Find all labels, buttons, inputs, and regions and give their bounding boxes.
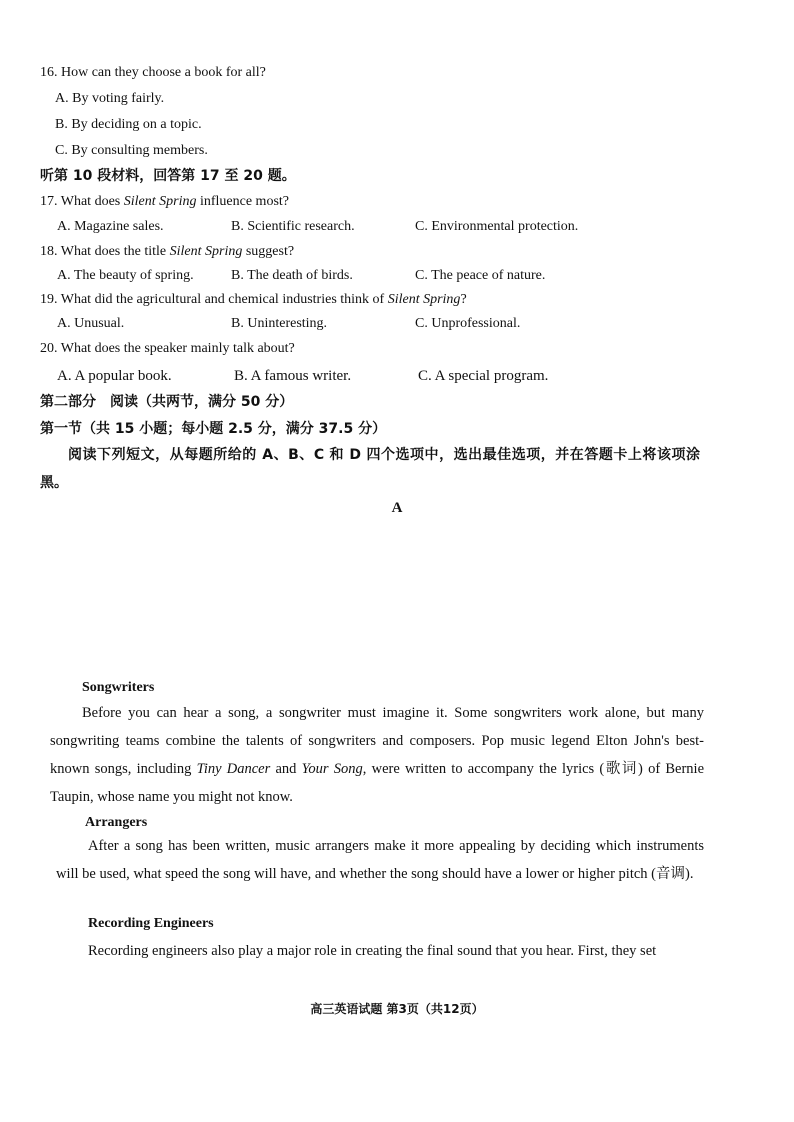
q19-text-pre: 19. What did the agricultural and chemical industries think of (40, 292, 388, 307)
page-footer: 高三英语试题 第3页（共12页） (310, 1002, 484, 1016)
arrangers-paragraph: After a song has been written, music arrangers make it more appealing by deciding which instruments will be used, what speed the song will have, and whether the song should have a lower or higher pitch (音调). (56, 838, 704, 882)
q18-text-post: suggest? (242, 244, 295, 259)
part2-title: 第二部分 阅读（共两节，满分 50 分） (40, 394, 294, 410)
q18-option-c: C. The peace of nature. (415, 268, 546, 283)
songwriters-text-1: Before you can hear a song, a songwriter must imagine it. Some songwriters work alone, but many songwriting teams combine the talents of songwriters and composers. Pop music legend Elton John's best-known songs, including (50, 705, 704, 777)
q18-question (40, 243, 294, 261)
q17-option-a: A. Magazine sales. (57, 219, 164, 234)
songwriters-paragraph (50, 699, 704, 811)
q18-book-title: Silent Spring (169, 244, 243, 259)
q20-options (0, 367, 794, 385)
q16-option-a: A. By voting fairly. (55, 91, 165, 106)
q16-option-b: B. By deciding on a topic. (55, 117, 202, 132)
q20-option-b: B. A famous writer. (234, 368, 352, 384)
section10-instruction: 听第 10 段材料，回答第 17 至 20 题。 (40, 168, 296, 184)
engineers-heading: Recording Engineers (88, 916, 214, 931)
q19-text-post: ? (460, 292, 467, 307)
q16-option-c: C. By consulting members. (55, 143, 208, 158)
q17-text-pre: 17. What does (40, 194, 124, 209)
q18-options (0, 267, 794, 285)
q19-question (40, 291, 467, 309)
q17-options (0, 218, 794, 236)
q18-option-a: A. The beauty of spring. (57, 268, 194, 283)
arrangers-heading: Arrangers (85, 815, 148, 830)
q19-options (0, 315, 794, 333)
q20-option-a: A. A popular book. (57, 368, 172, 384)
song-title-tiny-dancer: Tiny Dancer (196, 761, 271, 777)
song-title-your-song: Your Song (301, 761, 363, 777)
q17-book-title: Silent Spring (123, 194, 197, 209)
songwriters-heading: Songwriters (82, 680, 155, 695)
songwriters-text-3: , were written to accompany the lyrics (歌词) of Bernie Taupin, whose name you might not know. (50, 761, 705, 805)
q18-text-pre: 18. What does the title (40, 244, 170, 259)
q17-question (40, 193, 289, 211)
passage-label: A (391, 500, 403, 516)
q17-option-c: C. Environmental protection. (415, 219, 579, 234)
section1-instruction: 阅读下列短文，从每题所给的 A、B、C 和 D 四个选项中，选出最佳选项，并在答题卡上将该项涂黑。 (40, 447, 700, 491)
q19-option-b: B. Uninteresting. (231, 316, 328, 331)
q16-question: 16. How can they choose a book for all? (40, 65, 266, 80)
q19-option-a: A. Unusual. (57, 316, 125, 331)
q17-option-b: B. Scientific research. (231, 219, 355, 234)
songwriters-text-2: and (270, 761, 302, 777)
q19-book-title: Silent Spring (387, 292, 461, 307)
q17-text-post: influence most? (196, 194, 289, 209)
q19-option-c: C. Unprofessional. (415, 316, 521, 331)
section1-title: 第一节（共 15 小题；每小题 2.5 分，满分 37.5 分） (40, 421, 387, 437)
q20-question: 20. What does the speaker mainly talk about? (40, 341, 295, 356)
q18-option-b: B. The death of birds. (231, 268, 353, 283)
q20-option-c: C. A special program. (418, 368, 549, 384)
engineers-paragraph: Recording engineers also play a major role in creating the final sound that you hear. First, they set (88, 943, 657, 959)
